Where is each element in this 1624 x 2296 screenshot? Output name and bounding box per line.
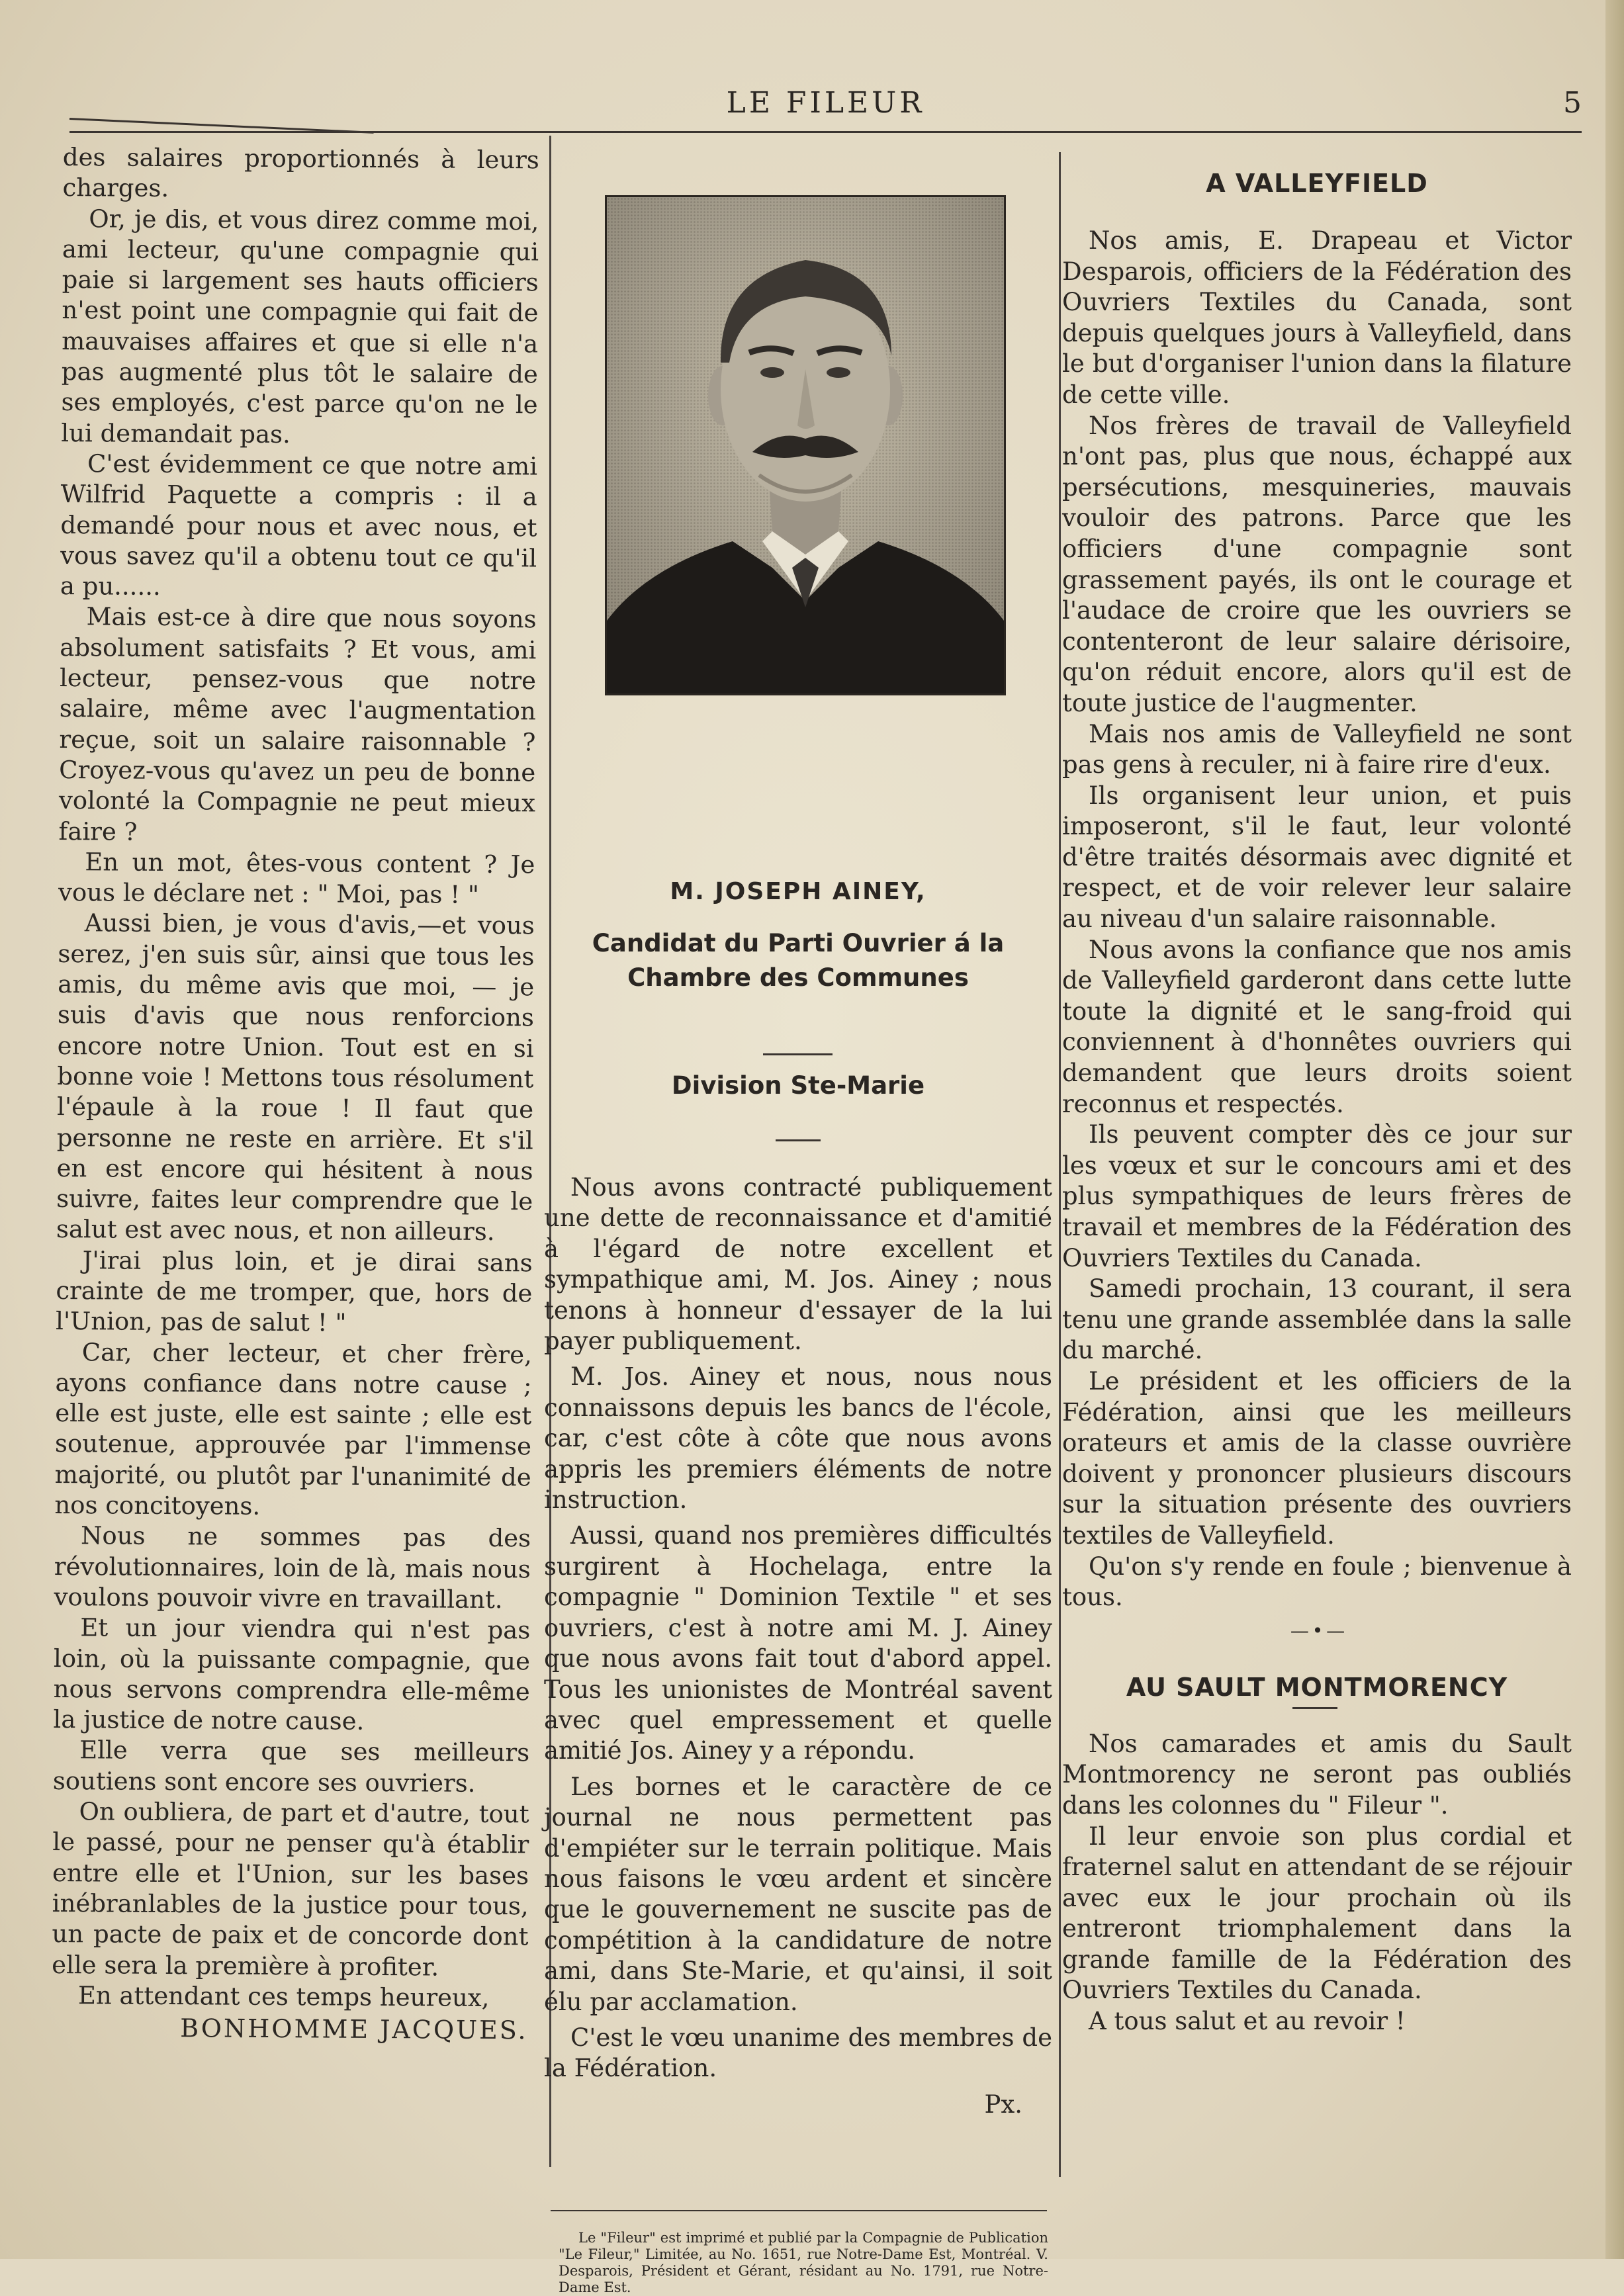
candidate-subtitle (544, 926, 1052, 995)
paragraph: Nous ne sommes pas des révolutionnaires, loin de là, mais nous voulons pouvoir vivre en travaillant. (54, 1521, 531, 1614)
paragraph: Mais nos amis de Valleyfield ne sont pas gens à reculer, ni à faire rire d'eux. (1062, 719, 1572, 779)
column-divider-right (1059, 152, 1061, 2177)
author-signature: BONHOMME JACQUES. (180, 2013, 528, 2045)
valleyfield-article (1062, 226, 1572, 1613)
section-title-valleyfield: A VALLEYFIELD (1206, 169, 1428, 198)
paragraph: C'est évidemment ce que notre ami Wilfrid Paquette a compris : il a demandé pour nous et avec nous, et vous savez qu'il a obtenu tout ce qu'il a pu...... (60, 449, 538, 601)
portrait-image (607, 197, 1004, 693)
paragraph: En un mot, êtes-vous content ? Je vous le déclare net : " Moi, pas ! " (58, 848, 535, 909)
paragraph: Il leur envoie son plus cordial et fraternel salut en attendant de se réjouir avec eux le jour prochain où ils entreront triomphalement dans la grande famille de la Fédération des Ouvriers Textiles du Canada. (1062, 1822, 1572, 2005)
paragraph: M. Jos. Ainey et nous, nous nous connaissons depuis les bancs de l'école, car, c'est côte à côte que nous avons appris les premiers éléments de notre instruction. (544, 1362, 1052, 1515)
paragraph: des salaires proportionnés à leurs charges. (62, 142, 539, 203)
paragraph: A tous salut et au revoir ! (1089, 2007, 1406, 2036)
paragraph: Nous avons contracté publiquement une dette de reconnaissance et d'amitié à l'égard de notre excellent et sympathique ami, M. Jos. Ainey ; nous tenons à honneur d'essayer de la lui payer publiquement. (544, 1173, 1052, 1356)
paragraph: Samedi prochain, 13 courant, il sera tenu une grande assemblée dans la salle du marché. (1062, 1274, 1572, 1365)
section-ornament: — • — (1290, 1619, 1344, 1642)
paragraph: Nous avons la confiance que nos amis de Valleyfield garderont dans cette lutte toute la dignité et le sang-froid qui conviennent à d'honnêtes ouvriers qui demandent que leurs droits soient reconnus et respectés. (1062, 935, 1572, 1118)
paragraph: Les bornes et le caractère de ce journal ne nous permettent pas d'empiéter sur le terrain politique. Mais nous faisons le vœu ardent et sincère que le gouvernement ne suscite pas de compétition à la candidature de notre ami, dans Ste-Marie, et qu'ainsi, il soit élu par acclamation. (544, 1772, 1052, 2016)
divider-rule (776, 1139, 821, 1141)
paragraph: Ils organisent leur union, et puis imposeront, s'il le faut, leur volonté d'être traités désormais avec dignité et respect, et de voir relever leur salaire au niveau d'un salaire raisonnable. (1062, 781, 1572, 934)
middle-article (544, 1172, 1052, 2120)
publication-imprint: Le "Fileur" est imprimé et publié par la Compagnie de Publication "Le Fileur," Limitée, au No. 1651, rue Notre-Dame Est, Montréal. V. Desparois, Président et Gérant, résidant au No. 1791, rue Notre-Dame Est. (559, 2230, 1048, 2295)
paragraph: Elle verra que ses meilleurs soutiens sont encore ses ouvriers. (52, 1736, 530, 1798)
paragraph: Nos camarades et amis du Sault Montmorency ne seront pas oubliés dans les colonnes du " Fileur ". (1062, 1729, 1572, 1820)
paragraph: C'est le vœu unanime des membres de la Fédération. (544, 2023, 1052, 2083)
paragraph: Nos frères de travail de Valleyfield n'ont pas, plus que nous, échappé aux persécutions, mesquineries, mauvais vouloir des patrons. Parce que les officiers d'une compagnie sont grassement payés, ils ont le courage et l'audace de croire que les ouvriers se contenteront de leur salaire dérisoire, qu'on réduit encore, alors qu'il est de toute justice de l'augmenter. (1062, 411, 1572, 717)
section-title-sault-montmorency: AU SAULT MONTMORENCY (1126, 1672, 1508, 1702)
left-column-article (50, 142, 539, 2156)
division-name: Division Ste-Marie (671, 1071, 925, 1100)
paragraph: Et un jour viendra qui n'est pas loin, où la puissante compagnie, que nous servons comprendra elle-même la justice de notre cause. (53, 1613, 531, 1736)
candidate-name: M. JOSEPH AINEY, (670, 878, 926, 905)
paragraph: Ils peuvent compter dès ce jour sur les vœux et sur le concours ami et des plus sympathiques de leurs frères de travail et membres de la Fédération des Ouvriers Textiles du Canada. (1062, 1120, 1572, 1272)
candidate-line-2: Chambre des Communes (627, 963, 969, 992)
candidate-line-1: Candidat du Parti Ouvrier á la (592, 929, 1005, 957)
divider-rule (763, 1053, 833, 1055)
paragraph: Car, cher lecteur, et cher frère, ayons confiance dans notre cause ; elle est juste, elle est sainte ; elle est soutenue, approuvée par l'immense majorité, ou plutôt par l'unanimité de nos concitoyens. (54, 1337, 532, 1521)
paragraph: Mais est-ce à dire que nous soyons absolument satisfaits ? Et vous, ami lecteur, pensez-vous que notre salaire, même avec l'augmentation reçue, soit un salaire raisonnable ? Croyez-vous qu'avez un peu de bonne volonté la Compagnie ne peut mieux faire ? (58, 602, 537, 846)
candidate-portrait (605, 195, 1006, 695)
paragraph: On oubliera, de part et d'autre, tout le passé, pour ne penser qu'à établir entre elle et l'Union, sur les bases inébranlables de la justice pour tous, un pacte de paix et de concorde dont elle sera la première à profiter. (52, 1797, 529, 1982)
divider-rule (1292, 1707, 1337, 1709)
paragraph: En attendant ces temps heureux, (77, 1981, 490, 2012)
newspaper-title: LE FILEUR (726, 86, 925, 120)
paragraph: Qu'on s'y rende en foule ; bienvenue à tous. (1062, 1552, 1572, 1612)
page-header (69, 79, 1582, 146)
header-rule (69, 131, 1582, 133)
paragraph: Aussi bien, je vous d'avis,—et vous serez, j'en suis sûr, ainsi que tous les amis, du même avis que moi, — je suis d'avis que nous renforcions encore notre Union. Tout est en si bonne voie ! Mettons tous résolument l'épaule à la roue ! Il faut que personne ne reste en arrière. Et s'il en est encore qui hésitent à nous suivre, faites leur comprendre que le salut est avec nous, et non ailleurs. (56, 908, 535, 1247)
paragraph: Nos amis, E. Drapeau et Victor Desparois, officiers de la Fédération des Ouvriers Textiles du Canada, sont depuis quelques jours à Valleyfield, dans le but d'organiser l'union dans la filature de cette ville. (1062, 226, 1572, 409)
right-column (1062, 159, 1572, 2037)
page-number: 5 (1563, 86, 1582, 120)
paragraph: Aussi, quand nos premières difficultés surgirent à Hochelaga, entre la compagnie " Dominion Textile " et ses ouvriers, c'est à notre ami M. J. Ainey que nous avons fait tout d'abord appel. Tous les unionistes de Montréal savent avec quel empressement et quelle amitié Jos. Ainey y a répondu. (544, 1521, 1052, 1765)
paragraph: Or, je dis, et vous direz comme moi, ami lecteur, qu'une compagnie qui paie si largement ses hauts officiers n'est point une compagnie qui fait de mauvaises affaires et que si elle n'a pas augmenté plus tôt le salaire de ses employés, c'est parce qu'on ne le lui demandait pas. (61, 204, 539, 449)
paragraph: Le président et les officiers de la Fédération, ainsi que les meilleurs orateurs et amis de la classe ouvrière doivent y prononcer plusieurs discours sur la situation présente des ouvriers textiles de Valleyfield. (1062, 1366, 1572, 1550)
paragraph: J'irai plus loin, et je dirai sans crainte de me tromper, que, hors de l'Union, pas de salut ! " (55, 1245, 533, 1337)
montmorency-article (1062, 1729, 1572, 2037)
page-edge (1605, 0, 1624, 2259)
article-signature: Px. (984, 2090, 1022, 2119)
imprint-rule (551, 2210, 1047, 2211)
